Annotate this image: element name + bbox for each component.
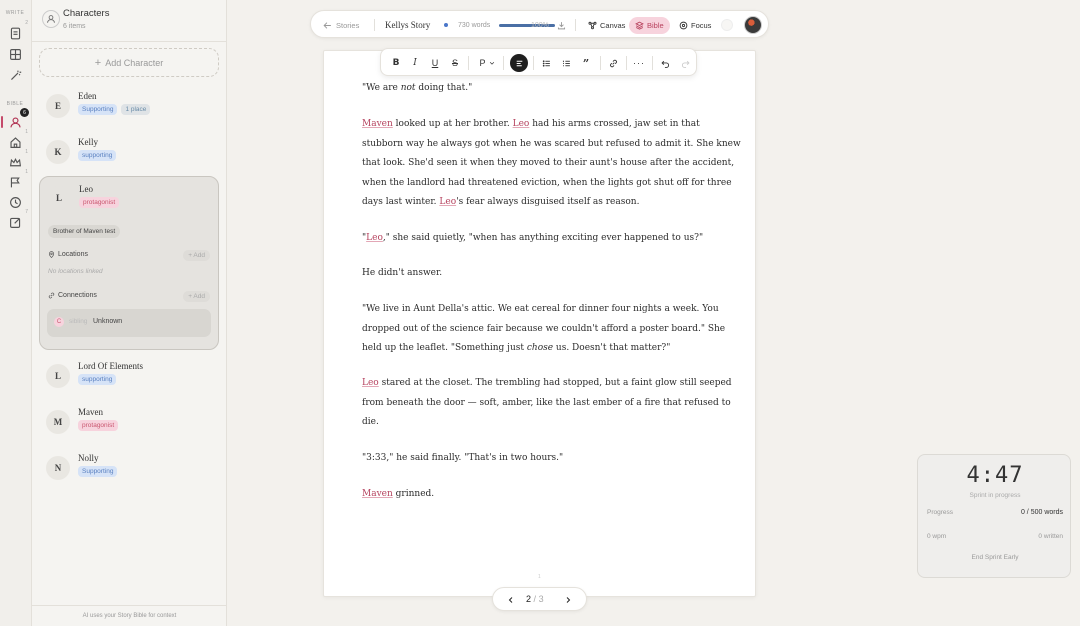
bible-label: Bible <box>647 20 664 30</box>
text-line <box>362 174 732 194</box>
rail-count: 1 <box>25 149 28 155</box>
character-mention[interactable]: Leo <box>362 378 379 388</box>
written-value: 0 written <box>1038 533 1063 540</box>
add-character-label: Add Character <box>105 57 164 68</box>
locations-empty-text: No locations linked <box>48 268 103 275</box>
half-circle-icon <box>721 19 733 31</box>
avatar: K <box>46 140 70 164</box>
undo-button[interactable] <box>656 54 674 72</box>
text-run: ," she said quietly, "when has anything exciting ever happened to us?" <box>382 233 704 243</box>
text-run: 's fear always disguised itself as reason. <box>456 197 640 207</box>
character-mention[interactable]: Leo <box>439 197 457 207</box>
avatar: M <box>46 410 70 434</box>
place-count-tag: 1 place <box>121 104 150 115</box>
character-name: Maven <box>78 407 103 417</box>
align-button[interactable] <box>510 54 528 72</box>
bold-button[interactable] <box>387 54 405 72</box>
text-line <box>362 320 726 340</box>
layers-icon <box>635 21 644 30</box>
panel-title: Characters <box>63 8 110 19</box>
redo-icon <box>681 59 690 68</box>
text-run: not <box>400 83 416 93</box>
rail-count: 1 <box>25 169 28 175</box>
character-item-kelly[interactable] <box>39 134 219 174</box>
text-run: "We are <box>362 83 401 93</box>
rail-wand-button[interactable] <box>6 66 24 84</box>
text-line <box>362 154 735 174</box>
bible-button[interactable] <box>629 11 670 39</box>
text-line <box>362 300 722 320</box>
focus-label: Focus <box>691 20 712 30</box>
panel-footer-note: AI uses your Story Bible for context <box>32 605 227 626</box>
link-button[interactable] <box>604 54 622 72</box>
sprint-time: 4:47 <box>966 463 1024 488</box>
canvas-icon <box>588 21 597 30</box>
text-run: held up the leaflet. "Something just <box>362 343 527 353</box>
bullet-list-icon <box>542 59 551 68</box>
rail-count: 1 <box>25 129 28 135</box>
download-icon <box>557 21 566 30</box>
rail-count: 2 <box>25 20 28 26</box>
note-icon <box>9 216 22 229</box>
link-icon <box>48 292 55 299</box>
text-run: " <box>362 233 367 243</box>
person-icon <box>9 116 22 129</box>
add-character-button[interactable] <box>39 48 219 77</box>
user-avatar[interactable] <box>744 11 762 39</box>
connection-card[interactable] <box>47 309 211 337</box>
export-button[interactable] <box>557 11 566 39</box>
sprint-stats-row <box>927 533 1063 540</box>
text-run: that look. She'd seen it when they moved to their aunt's house after the accident, <box>362 158 735 168</box>
sprint-timer-widget <box>917 454 1071 578</box>
word-count: 730 words <box>458 21 491 29</box>
underline-button[interactable] <box>426 54 444 72</box>
more-options-button[interactable] <box>630 54 648 72</box>
add-connection-button[interactable]: + Add <box>183 291 210 302</box>
sprint-status: Sprint in progress <box>969 492 1021 499</box>
quote-icon: ” <box>582 56 590 70</box>
text-line <box>362 413 722 433</box>
panel-header <box>40 7 220 37</box>
text-line <box>362 339 722 359</box>
home-icon <box>9 136 22 149</box>
panel-item-count: 6 items <box>63 23 86 30</box>
text-run: when the landlord had threatened eviction, when the lights got shut off for three <box>362 177 732 188</box>
connection-type: sibling <box>69 318 88 325</box>
bullet-list-button[interactable] <box>537 54 555 72</box>
page-separator: / <box>533 594 537 604</box>
flag-icon <box>9 176 22 189</box>
back-to-stories-button[interactable] <box>323 11 359 39</box>
rail-documents-button[interactable] <box>6 20 28 42</box>
wand-icon <box>9 69 22 82</box>
divider <box>533 56 534 70</box>
map-pin-icon <box>48 251 55 258</box>
locations-section-label <box>48 251 88 258</box>
rail-notes-button[interactable] <box>6 209 28 231</box>
text-run: dropped out of the science fair because we couldn't afford a poster board." She <box>362 323 726 334</box>
align-left-icon <box>515 59 524 68</box>
rail-locations-button[interactable] <box>6 129 28 151</box>
text-run: days last winter. <box>362 197 440 207</box>
character-item-nolly[interactable] <box>39 450 219 490</box>
text-line <box>362 79 722 99</box>
numbered-list-button[interactable] <box>557 54 575 72</box>
layout-icon <box>9 48 22 61</box>
undo-icon <box>661 59 670 68</box>
role-tag: Supporting <box>78 104 117 115</box>
formatting-toolbar <box>380 48 697 76</box>
text-run: grinned. <box>392 489 435 499</box>
avatar: L <box>47 186 71 210</box>
text-run: from beneath the door — soft, amber, like the last ember of a fire that refused to <box>362 397 731 408</box>
text-line <box>362 374 732 394</box>
progress-percent: 100% <box>531 21 549 29</box>
story-title[interactable]: Kellys Story <box>385 20 431 30</box>
status-dot <box>444 11 448 39</box>
ellipsis-icon: ··· <box>633 58 645 68</box>
avatar: N <box>46 456 70 480</box>
chevron-left-icon <box>507 596 515 604</box>
connection-name: Unknown <box>93 318 123 325</box>
text-run: "3:33," he said finally. "That's in two hours." <box>362 453 564 463</box>
italic-icon: I <box>413 58 417 68</box>
text-line <box>362 449 722 469</box>
character-name: Eden <box>78 91 97 101</box>
active-indicator <box>1 116 3 128</box>
divider <box>503 56 504 70</box>
character-mention[interactable]: Maven <box>362 489 393 499</box>
avatar: E <box>46 94 70 118</box>
text-line <box>362 229 722 249</box>
locations-label: Locations <box>58 251 88 258</box>
rail-characters-button[interactable] <box>6 109 26 131</box>
character-mention[interactable]: Leo <box>366 233 383 243</box>
progress-value: 0 / 500 words <box>1020 509 1063 516</box>
back-label: Stories <box>336 20 360 30</box>
next-page-button[interactable] <box>560 592 576 608</box>
end-sprint-button[interactable]: End Sprint Early <box>971 554 1019 561</box>
character-name: Leo <box>79 184 93 194</box>
text-run: die. <box>362 417 379 427</box>
text-run: stubborn way he always got when he was scared but refused to admit it. She knew <box>362 138 741 149</box>
rail-layout-button[interactable] <box>6 45 24 63</box>
character-mention[interactable]: Maven <box>362 119 393 129</box>
character-item-lord-of-elements[interactable] <box>39 358 219 398</box>
strikethrough-button[interactable] <box>446 54 464 72</box>
avatar: L <box>46 364 70 388</box>
divider <box>626 56 627 70</box>
paragraph-style-dropdown[interactable] <box>476 54 498 72</box>
clock-icon <box>9 196 22 209</box>
focus-icon <box>679 21 688 30</box>
paragraph-style-value: P <box>479 58 486 68</box>
text-line <box>362 394 731 414</box>
rail-factions-button[interactable] <box>6 149 28 171</box>
divider <box>575 19 576 31</box>
page-navigator <box>492 587 587 611</box>
progress-label: Progress <box>927 509 954 516</box>
text-run: stared at the closet. The trembling had stopped, but a faint glow still seeped <box>378 378 732 388</box>
text-line <box>362 135 741 155</box>
role-tag: supporting <box>78 374 116 385</box>
quote-button[interactable] <box>577 54 595 72</box>
character-item-leo-expanded[interactable] <box>39 176 219 350</box>
role-tag: Supporting <box>78 466 117 477</box>
text-run: "We live in Aunt Della's attic. We eat cereal for dinner four nights a week. You <box>362 304 719 314</box>
text-run: looked up at her brother. <box>392 119 513 129</box>
page-indicator <box>526 594 544 604</box>
divider <box>374 19 375 31</box>
character-item-eden[interactable] <box>39 88 219 128</box>
role-tag: protagonist <box>78 420 118 431</box>
text-line <box>362 193 722 213</box>
editor-page[interactable] <box>323 50 756 597</box>
text-run: us. Doesn't that matter?" <box>553 343 671 353</box>
arrow-left-icon <box>323 21 332 30</box>
canvas-label: Canvas <box>600 20 626 30</box>
divider <box>600 56 601 70</box>
link-icon <box>609 59 618 68</box>
role-tag: protagonist <box>79 197 119 208</box>
rail-timeline-button[interactable] <box>6 193 24 211</box>
character-name: Nolly <box>78 453 99 463</box>
divider <box>468 56 469 70</box>
rail-events-button[interactable] <box>6 169 28 191</box>
text-run: doing that." <box>415 83 473 93</box>
character-description[interactable]: Brother of Maven test <box>48 225 120 238</box>
text-run: He didn't answer. <box>362 268 443 278</box>
text-run: chose <box>526 343 554 353</box>
page-marker: 1 <box>538 574 541 580</box>
numbered-list-icon <box>562 59 571 68</box>
focus-button[interactable] <box>673 11 717 39</box>
redo-button[interactable] <box>676 54 694 72</box>
italic-button[interactable] <box>406 54 424 72</box>
current-page: 2 <box>526 594 532 604</box>
text-line <box>362 485 722 505</box>
connection-badge: C <box>54 317 64 327</box>
left-rail <box>0 0 32 626</box>
text-run: had his arms crossed, jaw set in that <box>529 119 700 129</box>
underline-icon: U <box>431 58 439 68</box>
canvas-button[interactable] <box>582 11 631 39</box>
theme-toggle[interactable] <box>721 11 733 39</box>
top-toolbar <box>310 10 769 38</box>
strikethrough-icon: S <box>451 58 458 68</box>
bible-section-label: BIBLE <box>6 101 24 107</box>
connections-label: Connections <box>58 292 97 299</box>
character-item-maven[interactable] <box>39 404 219 444</box>
chevron-right-icon <box>564 596 572 604</box>
rail-badge: 6 <box>20 108 29 117</box>
character-mention[interactable]: Leo <box>512 119 530 129</box>
divider <box>652 56 653 70</box>
write-section-label: WRITE <box>5 10 25 16</box>
wpm-value: 0 wpm <box>927 533 947 540</box>
crown-icon <box>9 156 22 169</box>
plus-icon: + <box>94 56 102 69</box>
divider <box>32 41 227 42</box>
characters-panel <box>32 0 227 626</box>
profile-picture-icon <box>744 16 762 34</box>
rail-count: 7 <box>25 209 28 215</box>
text-line <box>362 115 722 135</box>
total-pages: 3 <box>538 594 544 604</box>
document-icon <box>9 27 22 40</box>
connections-section-label <box>48 292 97 299</box>
add-location-button[interactable]: + Add <box>183 250 210 261</box>
text-line <box>362 264 722 284</box>
prev-page-button[interactable] <box>503 592 519 608</box>
character-name: Lord Of Elements <box>78 361 143 371</box>
sprint-progress-row <box>927 509 1063 516</box>
character-name: Kelly <box>78 137 98 147</box>
person-icon <box>42 10 60 28</box>
role-tag: supporting <box>78 150 116 161</box>
bold-icon: B <box>392 58 400 68</box>
chevron-down-icon <box>489 60 495 66</box>
